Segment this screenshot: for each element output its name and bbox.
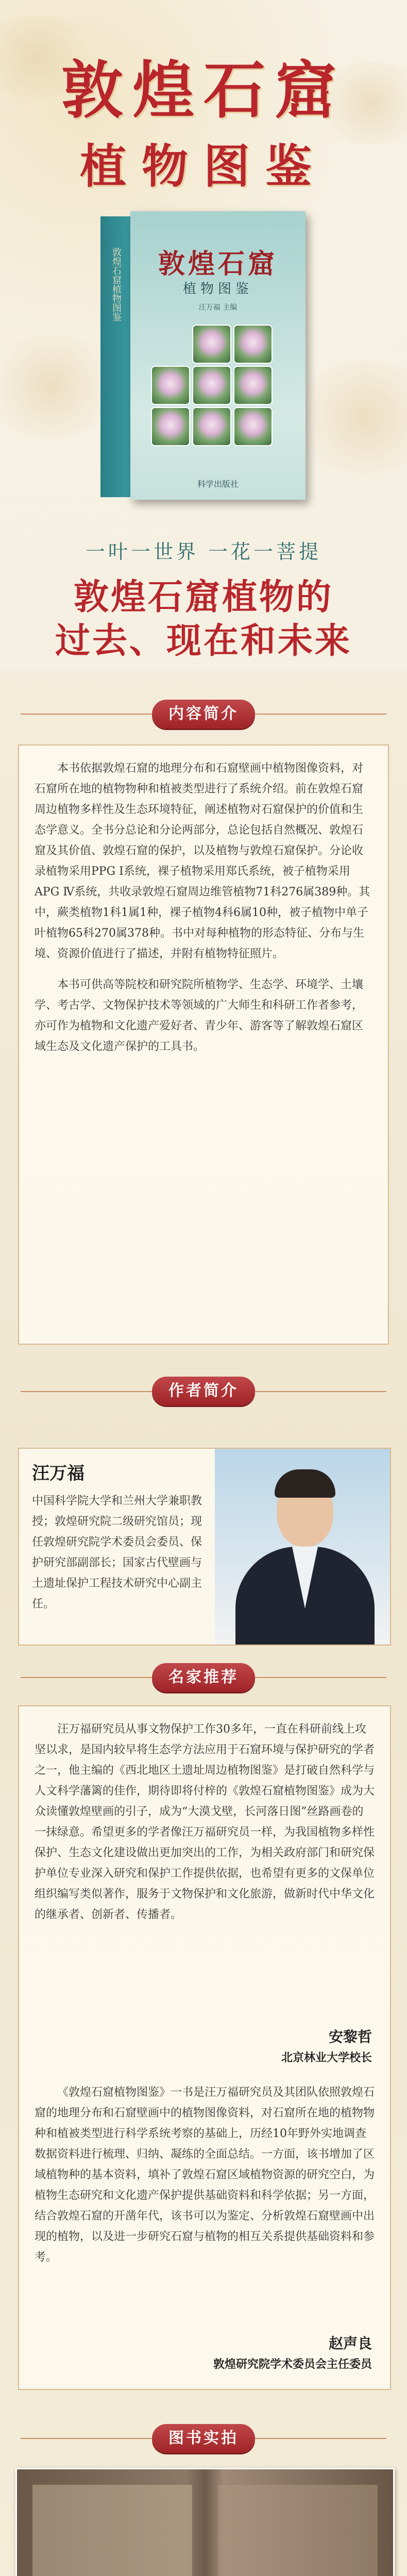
slogan: 一叶一世界 一花一菩提: [85, 540, 322, 563]
recommender1-name: 安黎哲: [328, 2028, 372, 2045]
author-bio: 中国科学院大学和兰州大学兼职教授；敦煌研究院二级研究馆员；现任敦煌研究院学术委员会委员、保护研究部副部长；国家古代壁画与土遗址保护工程技术研究中心副主任。: [32, 1495, 202, 1611]
content-intro-paragraph1: 本书依据敦煌石窟的地理分布和石窟壁画中植物图像资料，对石窟所在地的植物物种和植被类型进行了系统介绍。前在敦煌石窟周边植物多样性及生态环境特征，阐述植物对石窟保护的价值和生态学意义。全书分总论和分论两部分，总论包括自然概况、敦煌石窟及其价值、敦煌石窟的保护，以及植物与敦煌石窟保护。分论收录植物采用PPG I系统，裸子植物采用郑氏系统，被子植物采用APG Ⅳ系统，共收录敦煌石窟周边维管植物71科276属389种。其中，蕨类植物1科1属1种，裸子植物4科6属10种，被子植物中单子叶植物65科270属378种。书中对每种植物的形态特征、分布与生境、资源价值进行了描述，并附有植物特征照片。: [35, 762, 370, 960]
section-header-author: 作者简介: [152, 1377, 255, 1405]
author-panel: [18, 1448, 391, 1646]
section-header-recommend: 名家推荐: [152, 1663, 255, 1692]
book-cover-subtitle: 植物图鉴: [182, 281, 253, 297]
recommender2-name: 赵声良: [328, 2335, 372, 2352]
flower-photo: [192, 366, 231, 405]
recommend-paragraph2: 《敦煌石窟植物图鉴》一书是汪万福研究员及其团队依照敦煌石窟的地理分布和石窟壁画中的植物图像资料，对石窟所在地的植物物种和植被类型进行科学系统考察的基础上，历经10年野外实地调查数据资料进行梳理、归纳、凝练的全面总结。一方面，该书增加了区域植物种的基本资料，填补了敦煌石窟区域植物资源的研究空白，为植物生态研究和文化遗产保护提供基础资料和科学依据；另一方面，结合敦煌石窟的开凿年代，该书可以为鉴定、分析敦煌石窟壁画中出现的植物，以及进一步研究石窟与植物的相互关系提供基础资料和参考。: [35, 2086, 375, 2264]
book-cover: [130, 211, 306, 500]
hero-banner: [0, 0, 407, 670]
flower-photo: [233, 407, 273, 446]
section-header-content: 内容简介: [152, 700, 255, 728]
book-spine-text: 敦煌石窟植物图鉴: [111, 247, 122, 321]
hero-title-line1: 敦煌石窟: [61, 54, 346, 127]
content-intro-paragraph2: 本书可供高等院校和研究院所植物学、生态学、环境学、土壤学、考古学、文物保护技术等领域的广大师生和科研工作者参考，亦可作为植物和文化遗产爱好者、青少年、游客等了解敦煌石窟区域生态及文化遗产保护的工具书。: [35, 978, 364, 1053]
recommend-block2: [35, 2082, 375, 2268]
author-name: 汪万福: [32, 1463, 84, 1484]
book-spine: [100, 216, 131, 497]
book-cover-image: [100, 211, 307, 500]
author-photo: [215, 1449, 390, 1645]
flower-photo: [151, 366, 190, 405]
book-cover-editor: 汪万福 主编: [198, 303, 238, 312]
recommend-block1: [35, 1719, 375, 1925]
flower-photo: [151, 407, 190, 446]
hero-title-line2: 植物图鉴: [80, 139, 327, 194]
recommend-panel: [18, 1705, 391, 2390]
flower-photo: [192, 325, 231, 364]
book-cover-title: 敦煌石窟: [158, 248, 278, 280]
recommender1-title: 北京林业大学校长: [281, 2051, 372, 2064]
flower-photo: [192, 407, 231, 446]
flower-photo: [233, 325, 273, 364]
book-cover-publisher: 科学出版社: [197, 479, 239, 489]
section-header-photos: 图书实拍: [152, 2424, 255, 2453]
content-intro-panel: [18, 744, 389, 1345]
recommender2-title: 敦煌研究院学术委员会主任委员: [213, 2358, 372, 2371]
headline-line2: 过去、现在和未来: [55, 620, 352, 662]
headline-line1: 敦煌石窟植物的: [73, 577, 333, 618]
recommend-paragraph1: 汪万福研究员从事文物保护工作30多年，一直在科研前线上攻坚以求，是国内较早将生态学方法应用于石窟环境与保护研究的学者之一，他主编的《西北地区土遗址周边植物图鉴》是打破自然科学与人文科学藩篱的佳作，期待即将付梓的《敦煌石窟植物图鉴》成为大众读懂敦煌壁画的引子，成为“大漠戈壁，长河落日图”丝路画卷的一抹绿意。希望更多的学者像汪万福研究员一样，为我国植物多样性保护、生态文化建设做出更加突出的工作，为相关政府部门和研究保护单位专业深入研究和保护工作提供依据，也希望有更多的文保单位组织编写类似著作，服务于文物保护和文化旅游，做新时代中华文化的继承者、创新者、传播者。: [35, 1723, 375, 1921]
book-photo-spread1: [15, 2468, 395, 2576]
flower-photo: [233, 366, 273, 405]
